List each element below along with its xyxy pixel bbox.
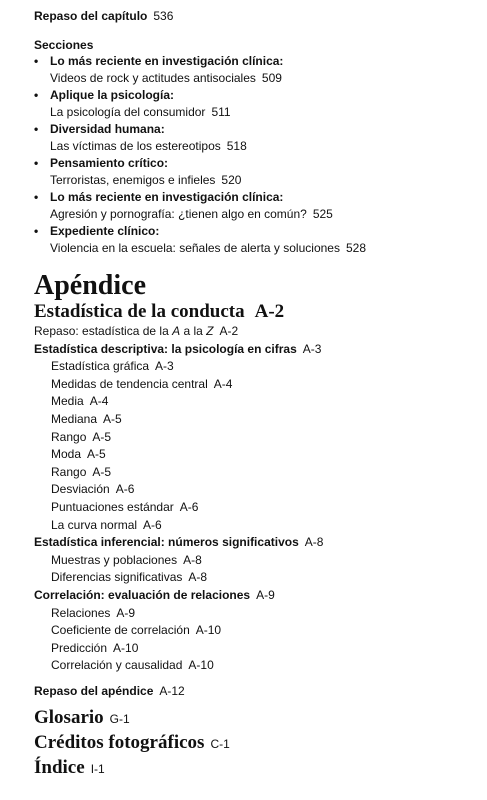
section-item-sub: Agresión y pornografía: ¿tienen algo en común? [50, 207, 307, 221]
appendix-recap-entry[interactable] [34, 683, 484, 700]
section-item[interactable] [34, 189, 484, 223]
section-item-page: 528 [345, 241, 366, 255]
toc-entry-page: A-5 [92, 429, 112, 444]
glossary-entry[interactable] [34, 706, 484, 731]
section-item-head: Aplique la psicología: [50, 88, 175, 102]
toc-group-label: Estadística descriptiva: la psicología en cifras [34, 341, 297, 356]
toc-entry-label: Coeficiente de correlación [51, 623, 190, 638]
toc-entry[interactable] [34, 499, 484, 517]
section-item-head: Lo más reciente en investigación clínica: [50, 190, 284, 204]
toc-entry-label: Rango [51, 429, 87, 444]
toc-entry-label: Moda [51, 447, 82, 462]
toc-entry[interactable] [34, 376, 484, 394]
toc-group-entry[interactable] [34, 341, 484, 359]
toc-entry-page: A-8 [183, 552, 202, 567]
toc-entry-page: A-8 [188, 570, 208, 585]
appendix-review-entry[interactable] [34, 323, 484, 341]
toc-entry[interactable] [34, 411, 484, 429]
toc-entry[interactable] [34, 464, 484, 482]
section-item-sub: Violencia en la escuela: señales de alerta y soluciones [50, 241, 340, 255]
toc-entry-page: A-4 [89, 394, 109, 409]
section-item[interactable] [34, 121, 484, 155]
section-item[interactable] [34, 223, 484, 257]
toc-entry-label: La curva normal [51, 517, 138, 532]
glossary-label: Glosario [34, 706, 104, 728]
index-entry[interactable] [34, 756, 484, 781]
sections-list [34, 53, 484, 257]
toc-group-entry[interactable] [34, 534, 484, 552]
chapter-recap-label: Repaso del capítulo [34, 9, 148, 23]
toc-entry[interactable] [34, 481, 484, 499]
toc-entry-label: Diferencias significativas [51, 570, 183, 585]
section-item-sub: Terroristas, enemigos e infieles [50, 173, 216, 187]
section-item-page: 520 [221, 173, 242, 187]
section-item[interactable] [34, 87, 484, 121]
index-page: I-1 [90, 761, 105, 776]
toc-entry-page: A-6 [115, 482, 135, 497]
toc-entry-page: A-5 [87, 447, 106, 462]
toc-group-label: Correlación: evaluación de relaciones [34, 587, 251, 602]
toc-entry[interactable] [34, 393, 484, 411]
toc-entry-page: A-10 [188, 658, 214, 673]
toc-entry-label: Correlación y causalidad [51, 658, 183, 673]
section-item-page: 518 [226, 139, 247, 153]
toc-entry[interactable] [34, 517, 484, 535]
appendix-recap-page: A-12 [159, 683, 185, 698]
toc-entry-label: Media [51, 394, 84, 409]
section-item[interactable] [34, 155, 484, 189]
toc-entry[interactable] [34, 429, 484, 447]
photo-credits-label: Créditos fotográficos [34, 731, 205, 753]
appendix-chapter-entry[interactable] [34, 301, 484, 323]
toc-entry-page: A-6 [179, 499, 199, 514]
section-item-sub: Las víctimas de los estereotipos [50, 139, 221, 153]
toc-entry-label: Puntuaciones estándar [51, 499, 174, 514]
section-item-sub: Videos de rock y actitudes antisociales [50, 71, 256, 85]
bullet-icon: • [34, 88, 39, 102]
section-item-sub: La psicología del consumidor [50, 105, 206, 119]
toc-group-label: Estadística inferencial: números significativos [34, 535, 299, 550]
toc-entry[interactable] [34, 622, 484, 640]
appendix-chapter-page: A-2 [254, 301, 285, 322]
toc-entry-label: Muestras y poblaciones [51, 552, 178, 567]
chapter-recap-page: 536 [153, 9, 174, 23]
toc-entry-page: A-3 [155, 359, 174, 374]
bullet-icon: • [34, 122, 39, 136]
appendix-title: Apéndice [34, 270, 146, 301]
glossary-page: G-1 [109, 711, 130, 726]
toc-entry-page: A-5 [103, 411, 122, 426]
toc-entry-page: A-5 [92, 464, 112, 479]
section-item-head: Lo más reciente en investigación clínica: [50, 54, 284, 68]
review-letter-a: A [172, 324, 181, 338]
toc-entry[interactable] [34, 605, 484, 623]
appendix-chapter-label: Estadística de la conducta [34, 301, 245, 322]
toc-entry-page: A-10 [195, 623, 222, 638]
toc-entry-label: Estadística gráfica [51, 359, 150, 374]
toc-entry-label: Mediana [51, 411, 98, 426]
toc-entry[interactable] [34, 569, 484, 587]
toc-entry[interactable] [34, 552, 484, 570]
toc-entry-label: Rango [51, 464, 87, 479]
toc-group-page: A-3 [302, 341, 322, 356]
table-of-contents [34, 4, 484, 781]
toc-group-page: A-9 [256, 587, 275, 602]
bullet-icon: • [34, 190, 39, 204]
section-item-head: Pensamiento crítico: [50, 156, 169, 170]
toc-entry-label: Desviación [51, 482, 110, 497]
toc-entry[interactable] [34, 358, 484, 376]
review-letter-z: Z [206, 324, 214, 338]
review-text: Repaso: estadística de la [34, 324, 173, 338]
toc-entry-page: A-4 [213, 376, 233, 391]
toc-entry-page: A-9 [116, 605, 136, 620]
photo-credits-entry[interactable] [34, 731, 484, 756]
section-item-page: 525 [312, 207, 333, 221]
toc-entry[interactable] [34, 640, 484, 658]
section-item[interactable] [34, 53, 484, 87]
toc-group-entry[interactable] [34, 587, 484, 605]
index-label: Índice [34, 756, 85, 778]
bullet-icon: • [34, 224, 39, 238]
section-item-head: Diversidad humana: [50, 122, 165, 136]
toc-entry[interactable] [34, 657, 484, 675]
toc-entry-page: A-10 [113, 640, 139, 655]
section-item-head: Expediente clínico: [50, 224, 160, 238]
photo-credits-page: C-1 [210, 736, 230, 751]
toc-entry-label: Medidas de tendencia central [51, 376, 208, 391]
toc-group-page: A-8 [304, 535, 324, 550]
toc-entry-label: Predicción [51, 640, 108, 655]
review-text-mid: a la [180, 324, 207, 338]
toc-entry-label: Relaciones [51, 605, 111, 620]
review-page: A-2 [219, 324, 239, 338]
section-item-page: 509 [261, 71, 282, 85]
appendix-recap-label: Repaso del apéndice [34, 683, 154, 698]
chapter-recap-entry[interactable] [34, 7, 484, 25]
bullet-icon: • [34, 54, 39, 68]
toc-entry-page: A-6 [143, 517, 162, 532]
sections-heading: Secciones [34, 38, 94, 52]
toc-entry[interactable] [34, 446, 484, 464]
section-item-page: 511 [211, 105, 231, 119]
bullet-icon: • [34, 156, 39, 170]
